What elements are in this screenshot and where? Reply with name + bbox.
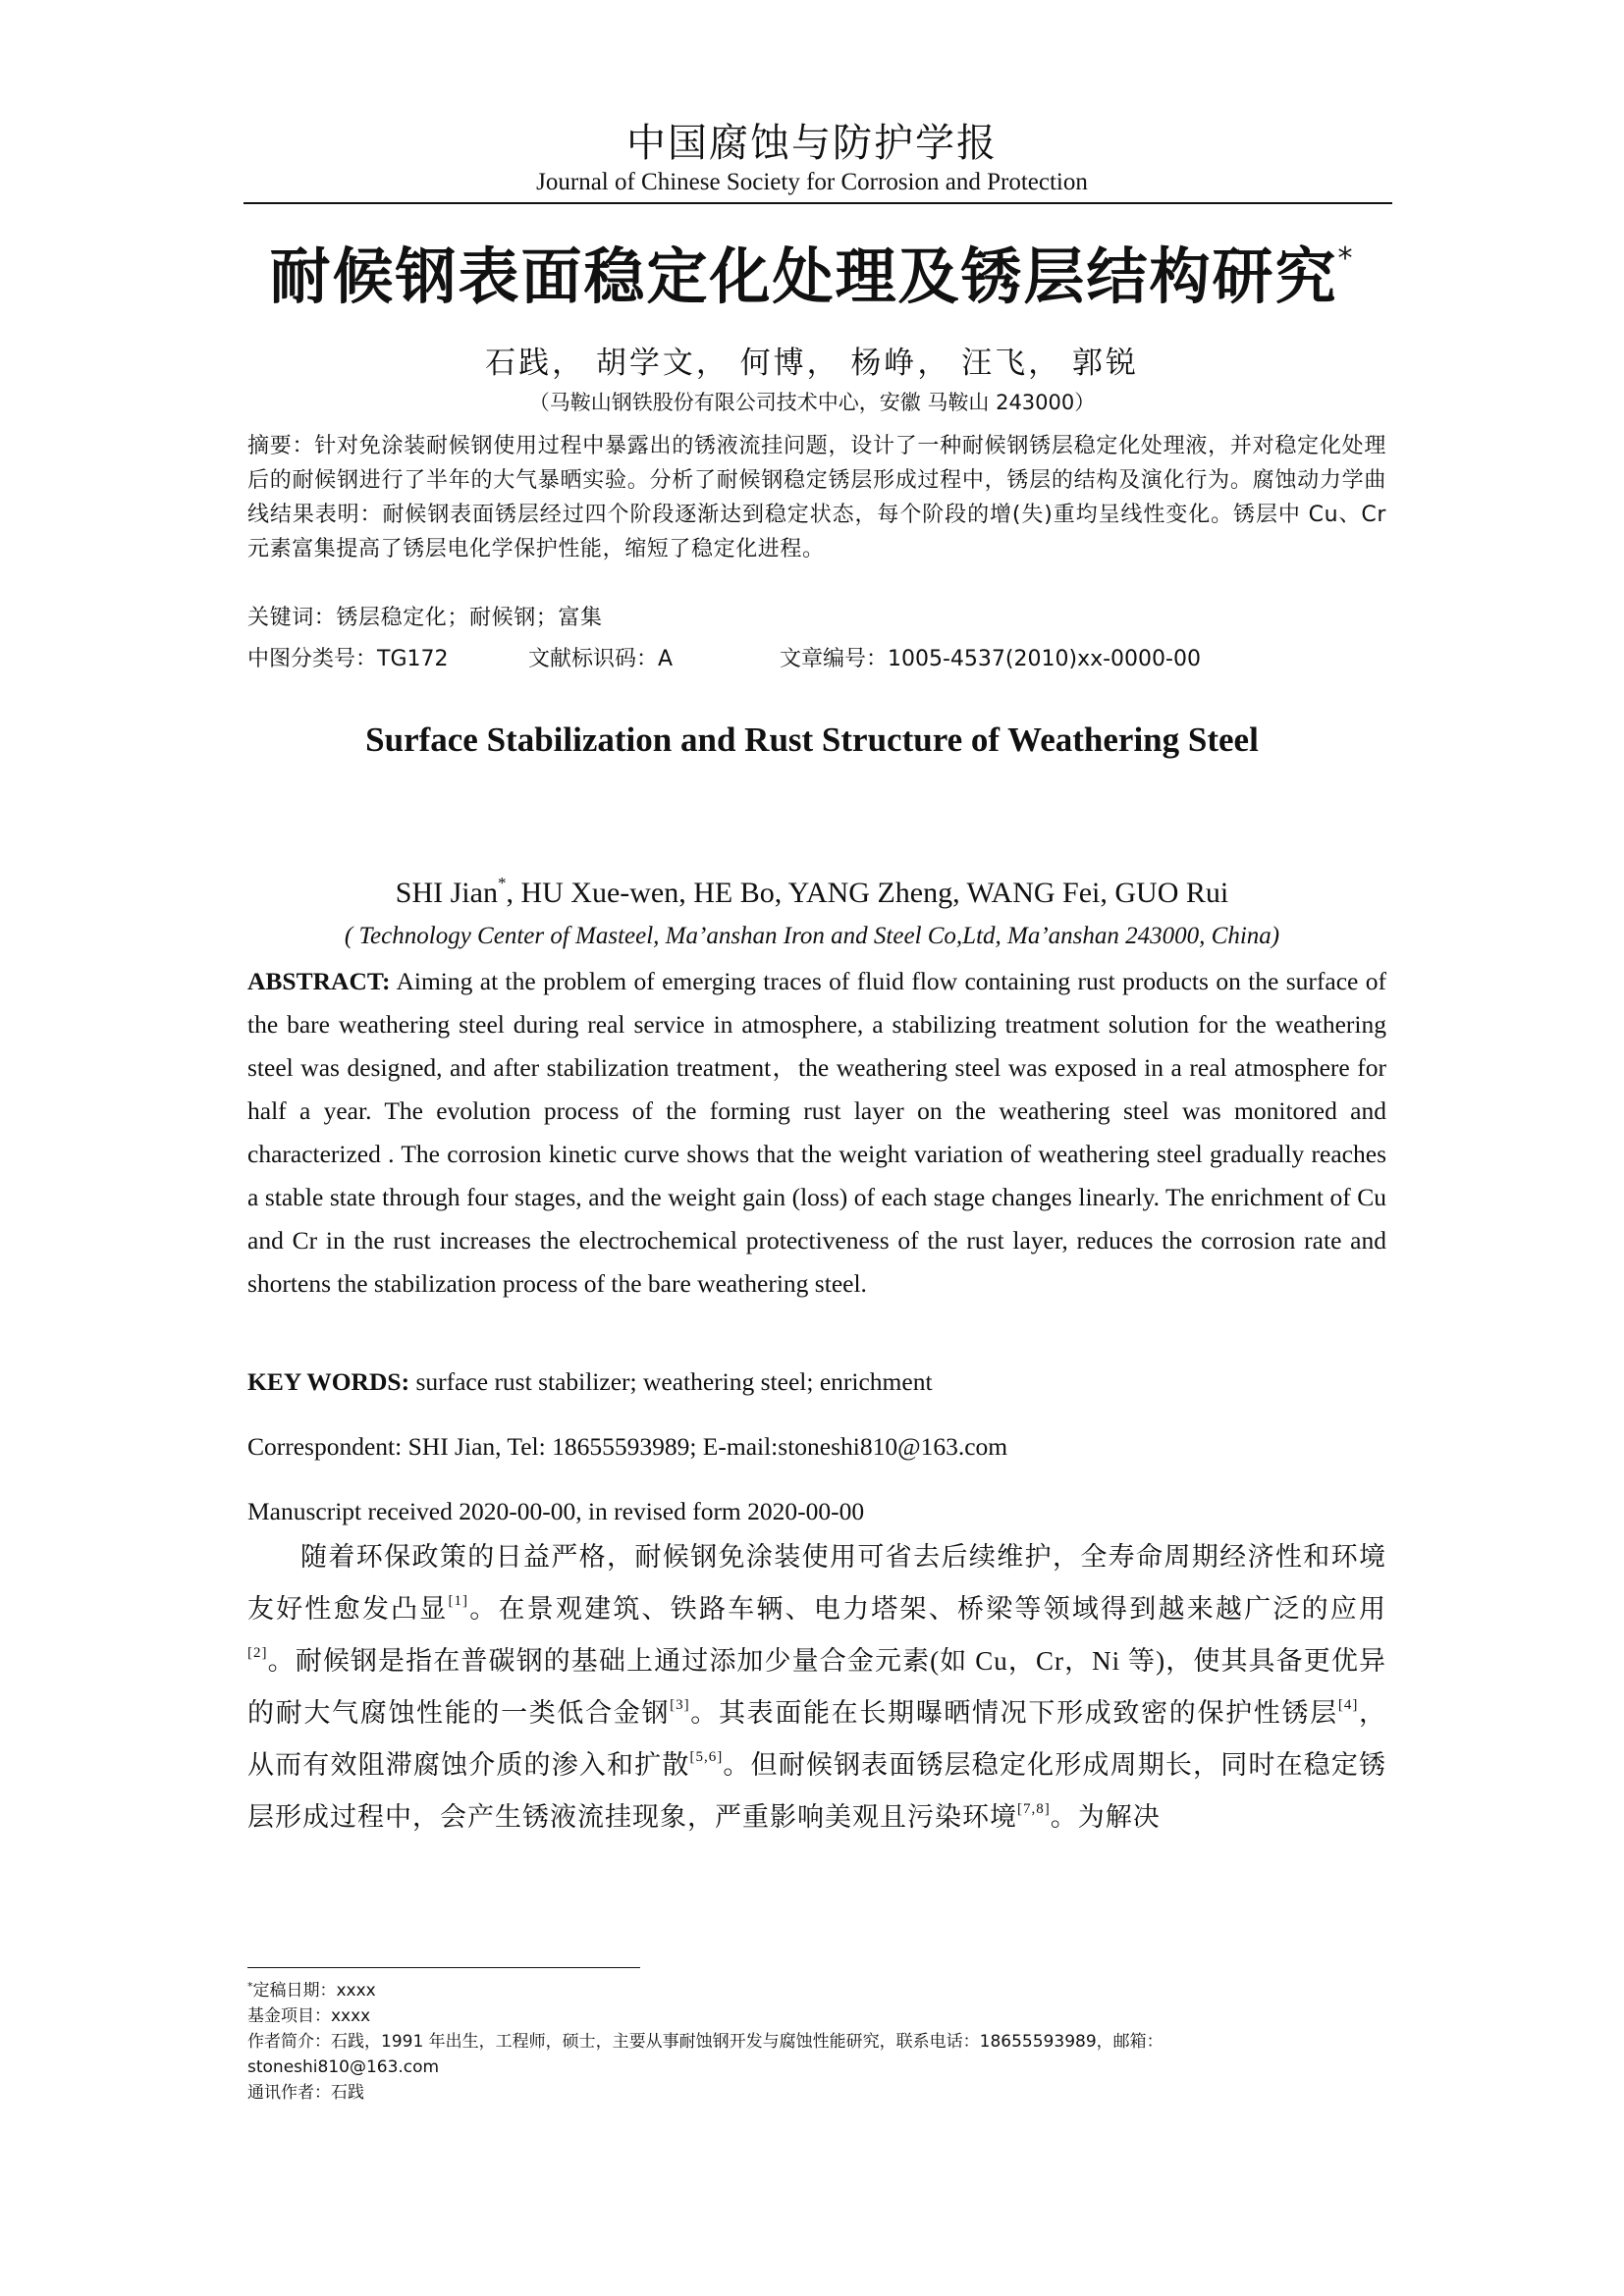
authors-en [0, 874, 1624, 910]
document-code: 文献标识码：A [528, 647, 674, 671]
affiliation-cn: （马鞍山钢铁股份有限公司技术中心，安徽 马鞍山 243000） [528, 391, 1096, 414]
manuscript-dates: Manuscript received 2020-00-00, in revised form 2020-00-00 [247, 1497, 865, 1525]
first-author-en: SHI Jian [395, 877, 498, 909]
paper-title-cn [0, 228, 1624, 315]
body-sentence: 。在景观建筑、铁路车辆、电力塔架、桥梁等领域得到越来越广泛的应用 [468, 1594, 1387, 1624]
citation-ref: [5,6] [689, 1749, 724, 1765]
body-sentence: 。耐候钢是指在普碳钢的基础上通过添加少量合金元素(如 Cu，Cr，Ni 等)，使其具备更优异的耐大气腐蚀性能的一类低合金钢 [247, 1646, 1386, 1728]
citation-ref: [2] [247, 1645, 268, 1661]
clc-number: 中图分类号：TG172 [247, 647, 449, 671]
body-text [247, 1535, 1386, 1840]
footnote-rule [247, 1967, 640, 1968]
footnote-text: 定稿日期：xxxx [252, 1981, 376, 2001]
body-sentence: 。为解决 [1050, 1802, 1161, 1832]
other-authors-en: , HU Xue-wen, HE Bo, YANG Zheng, WANG Fei, GUO Rui [506, 877, 1229, 909]
footnote-funding: 基金项目：xxxx [247, 2006, 371, 2026]
body-sentence: ，从而有效阻滞腐蚀介质的渗入和扩散 [247, 1698, 1387, 1780]
footnote-corresponding-author: 通讯作者：石践 [247, 2083, 364, 2103]
footnote-email: stoneshi810@163.com [247, 2057, 440, 2077]
keywords-label: KEY WORDS: [247, 1367, 410, 1396]
citation-ref: [1] [448, 1593, 469, 1609]
journal-title-en: Journal of Chinese Society for Corrosion and Protection [536, 169, 1088, 195]
citation-ref: [4] [1337, 1697, 1359, 1713]
author-mark: * [497, 874, 507, 892]
citation-ref: [7,8] [1017, 1801, 1051, 1817]
citation-ref: [3] [670, 1697, 690, 1713]
article-number: 文章编号：1005-4537(2010)xx-0000-00 [780, 647, 1201, 671]
footnotes [247, 1974, 1386, 2106]
keywords-en [247, 1361, 1386, 1404]
correspondent: Correspondent: SHI Jian, Tel: 18655593989; E-mail:stoneshi810@163.com [247, 1432, 1008, 1461]
header-rule [244, 202, 1392, 204]
title-footnote-mark: * [1337, 241, 1355, 276]
footnote-mark: * [247, 1980, 253, 1993]
authors-cn: 石践， 胡学文， 何博， 杨峥， 汪飞， 郭锐 [485, 346, 1139, 380]
body-sentence: 。但耐候钢表面锈层稳定化形成周期长，同时在稳定锈层形成过程中，会产生锈液流挂现象，严重影响美观且污染环境 [247, 1750, 1386, 1832]
footnote-received-date [247, 1974, 1386, 2003]
paper-title-en: Surface Stabilization and Rust Structure of Weathering Steel [365, 721, 1259, 759]
abstract-cn: 摘要：针对免涂装耐候钢使用过程中暴露出的锈液流挂问题，设计了一种耐候钢锈层稳定化处理液，并对稳定化处理后的耐候钢进行了半年的大气暴晒实验。分析了耐候钢稳定锈层形成过程中，锈层的结构及演化行为。腐蚀动力学曲线结果表明：耐候钢表面锈层经过四个阶段逐渐达到稳定状态，每个阶段的增(失)重均呈线性变化。锈层中 Cu、Cr 元素富集提高了锈层电化学保护性能，缩短了稳定化进程。 [247, 434, 1386, 561]
keywords-en-text: surface rust stabilizer; weathering steel; enrichment [409, 1367, 933, 1396]
body-sentence: 。其表面能在长期曝晒情况下形成致密的保护性锈层 [689, 1698, 1338, 1728]
abstract-en-text: Aiming at the problem of emerging traces of fluid flow containing rust products on the surface of the bare weathering steel during real service in atmosphere, a stabilizing treatment solution for the weathering steel was designed, and after stabilization treatment，the weathering steel was exposed in a real atmosphere for half a year. The evolution process of the forming rust layer on the weathering steel was monitored and characterized . The corrosion kinetic curve shows that the weight variation of weathering steel gradually reaches a stable state through four stages, and the weight gain (loss) of each stage changes linearly. The enrichment of Cu and Cr in the rust increases the electrochemical protectiveness of the rust layer, reduces the corrosion rate and shortens the stabilization process of the bare weathering steel. [247, 967, 1386, 1298]
keywords-cn: 关键词：锈层稳定化；耐候钢；富集 [247, 606, 603, 630]
affiliation-en: ( Technology Center of Masteel, Ma’anshan Iron and Steel Co,Ltd, Ma’anshan 243000, China) [344, 923, 1280, 949]
paper-title-cn-text: 耐候钢表面稳定化处理及锈层结构研究 [269, 240, 1338, 312]
abstract-en [247, 960, 1386, 1306]
journal-title-cn: 中国腐蚀与防护学报 [626, 121, 998, 166]
abstract-label: ABSTRACT: [247, 967, 391, 995]
body-sentence: 随着环保政策的日益严格，耐候钢免涂装使用可省去后续维护，全寿命周期经济性和环境友好性愈发凸显 [247, 1542, 1386, 1624]
intro-paragraph [247, 1535, 1386, 1840]
footnote-author-bio: 作者简介：石践，1991 年出生，工程师，硕士，主要从事耐蚀钢开发与腐蚀性能研究，联系电话：18655593989，邮箱： [247, 2032, 1164, 2052]
